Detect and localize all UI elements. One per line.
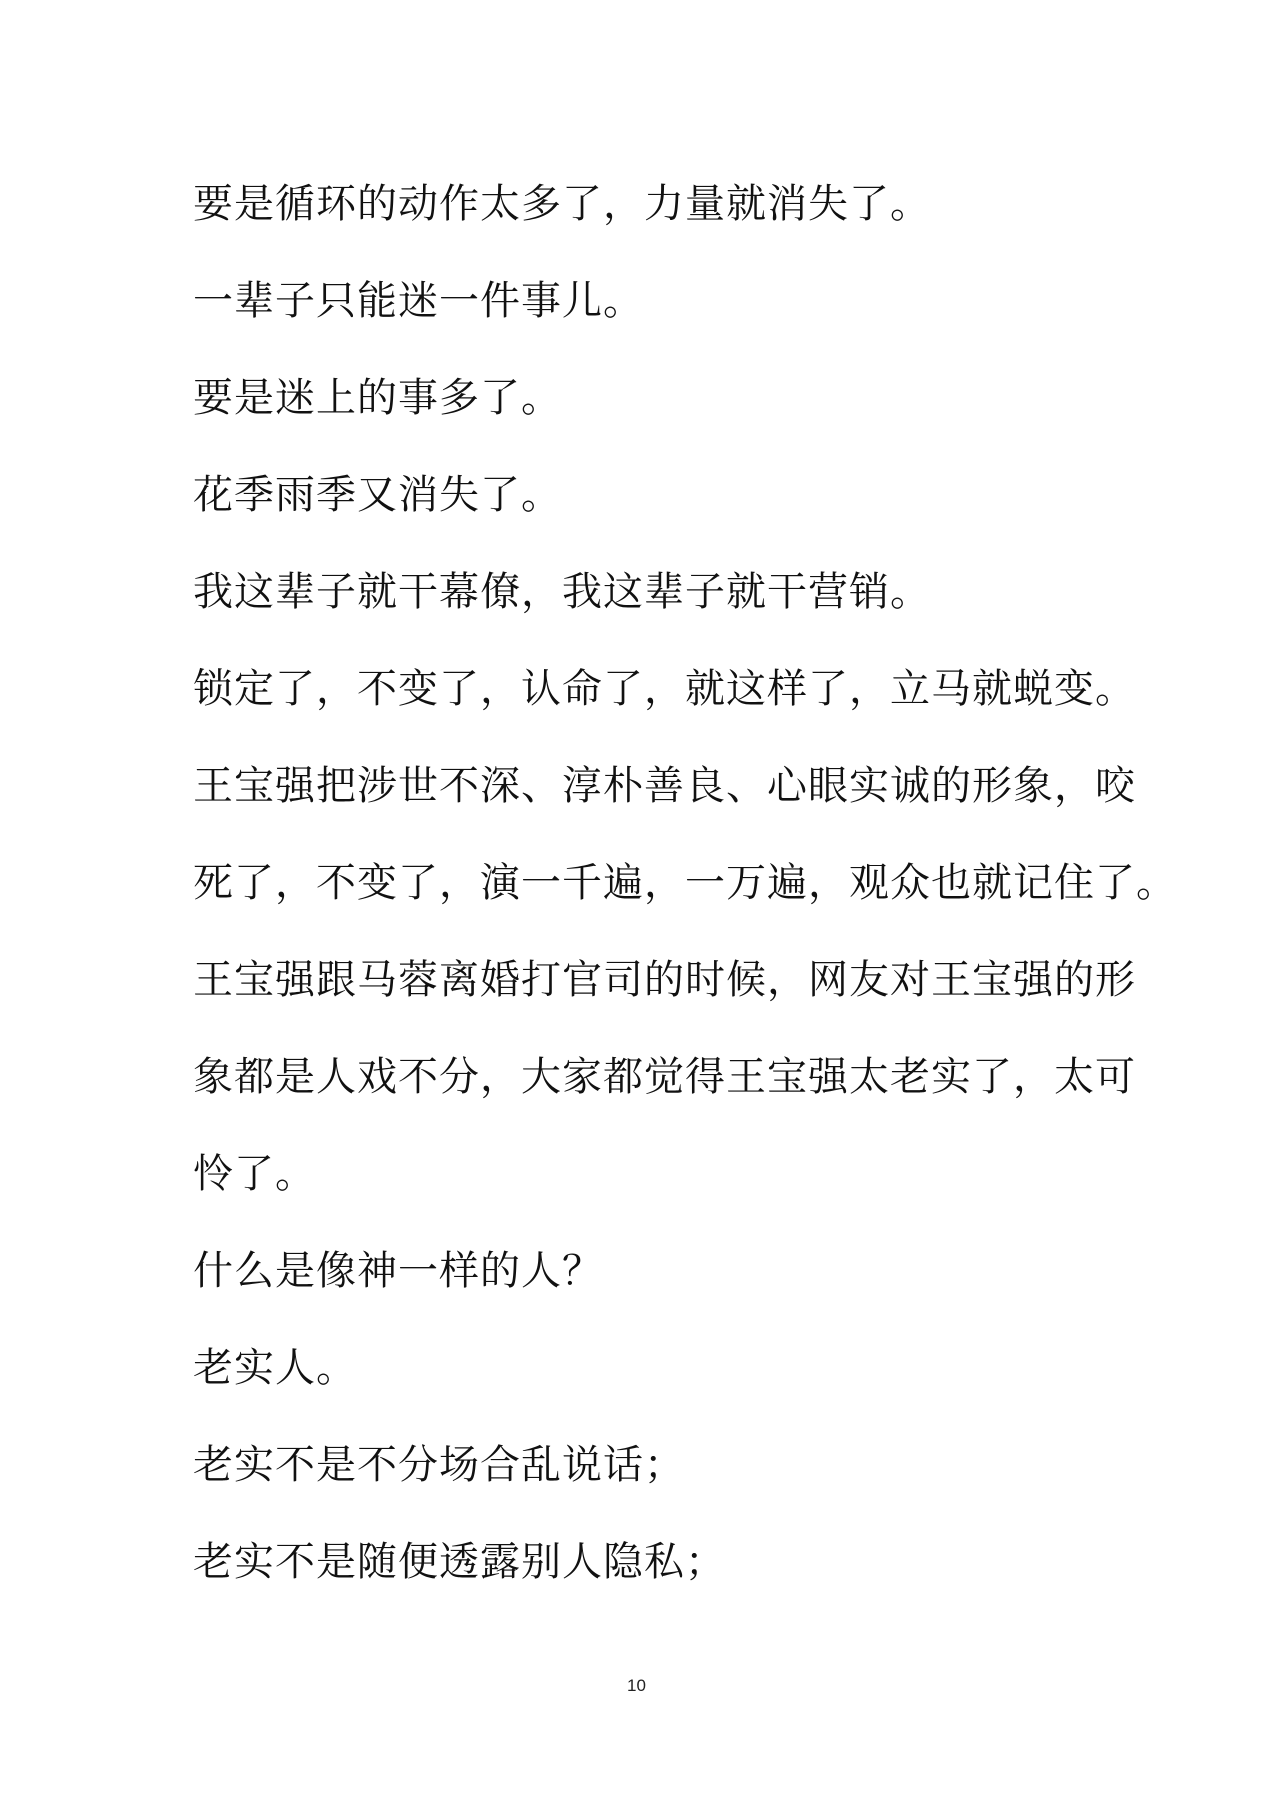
- text-line: 象都是人戏不分，大家都觉得王宝强太老实了，太可: [193, 1054, 1136, 1100]
- text-line: 死了，不变了，演一千遍，一万遍，观众也就记住了。: [193, 860, 1177, 906]
- text-line: 要是循环的动作太多了，力量就消失了。: [193, 181, 931, 227]
- page-number: 10: [627, 1676, 646, 1695]
- text-line: 锁定了，不变了，认命了，就这样了，立马就蜕变。: [193, 666, 1136, 712]
- text-line: 怜了。: [193, 1151, 316, 1197]
- text-line: 一辈子只能迷一件事儿。: [193, 278, 644, 324]
- text-line: 老实不是随便透露别人隐私；: [193, 1539, 726, 1585]
- text-line: 王宝强把涉世不深、淳朴善良、心眼实诚的形象，咬: [193, 763, 1136, 809]
- text-line: 什么是像神一样的人？: [193, 1248, 603, 1294]
- text-line: 花季雨季又消失了。: [193, 472, 562, 518]
- text-line: 老实人。: [193, 1345, 357, 1391]
- text-line: 我这辈子就干幕僚，我这辈子就干营销。: [193, 569, 931, 615]
- text-line: 老实不是不分场合乱说话；: [193, 1442, 685, 1488]
- text-line: 要是迷上的事多了。: [193, 375, 562, 421]
- text-line: 王宝强跟马蓉离婚打官司的时候，网友对王宝强的形: [193, 957, 1136, 1003]
